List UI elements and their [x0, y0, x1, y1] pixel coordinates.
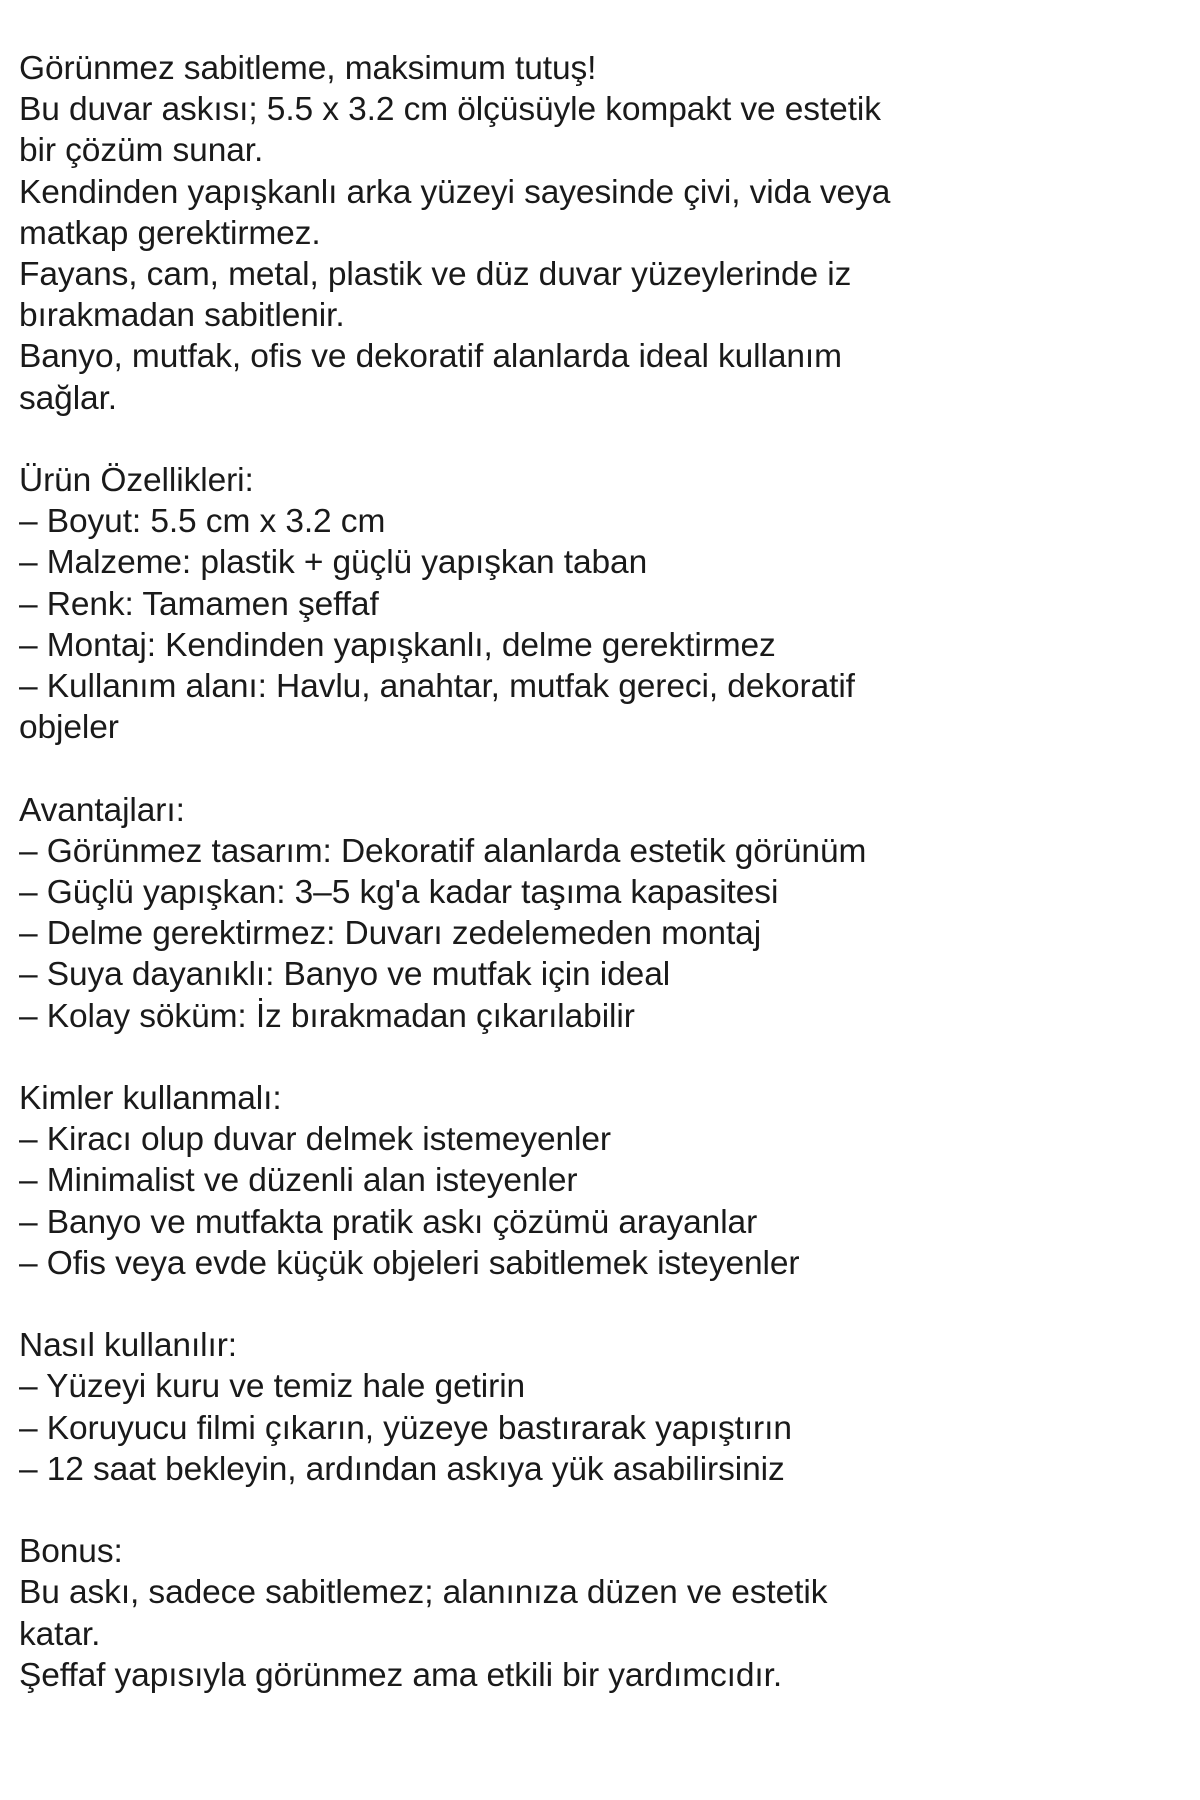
- text-line: Kendinden yapışkanlı arka yüzeyi sayesinde çivi, vida veya: [19, 173, 891, 211]
- list-item: – Koruyucu filmi çıkarın, yüzeye bastırarak yapıştırın: [19, 1409, 792, 1447]
- text-line: katar.: [19, 1615, 101, 1653]
- section-bonus: [19, 1531, 1029, 1696]
- section-heading: Kimler kullanmalı:: [19, 1080, 282, 1118]
- list-item: – Montaj: Kendinden yapışkanlı, delme gerektirmez: [19, 626, 776, 664]
- list-item: – Suya dayanıklı: Banyo ve mutfak için ideal: [19, 956, 671, 994]
- list-item-continuation: objeler: [19, 709, 119, 747]
- paragraph-intro: [19, 48, 1029, 419]
- paragraph-spacer: [19, 419, 1029, 460]
- section-kimler-kullanmali: [19, 1078, 1029, 1284]
- list-item: – Renk: Tamamen şeffaf: [19, 585, 379, 623]
- list-item: – Delme gerektirmez: Duvarı zedelemeden montaj: [19, 915, 762, 953]
- paragraph-spacer: [19, 1284, 1029, 1325]
- list-item: – Kullanım alanı: Havlu, anahtar, mutfak gereci, dekoratif: [19, 668, 855, 706]
- section-nasil-kullanilir: [19, 1325, 1029, 1490]
- text-line: Şeffaf yapısıyla görünmez ama etkili bir yardımcıdır.: [19, 1656, 783, 1694]
- text-line: Bu askı, sadece sabitlemez; alanınıza düzen ve estetik: [19, 1574, 828, 1612]
- list-item: – Banyo ve mutfakta pratik askı çözümü arayanlar: [19, 1203, 758, 1241]
- text-line: Bu duvar askısı; 5.5 x 3.2 cm ölçüsüyle kompakt ve estetik: [19, 91, 881, 129]
- text-line: sağlar.: [19, 379, 118, 417]
- list-item: – Güçlü yapışkan: 3–5 kg'a kadar taşıma kapasitesi: [19, 874, 779, 912]
- paragraph-spacer: [19, 1037, 1029, 1078]
- list-item: – 12 saat bekleyin, ardından askıya yük asabilirsiniz: [19, 1450, 785, 1488]
- list-item: – Ofis veya evde küçük objeleri sabitlemek isteyenler: [19, 1244, 800, 1282]
- list-item: – Minimalist ve düzenli alan isteyenler: [19, 1162, 578, 1200]
- list-item: – Kolay söküm: İz bırakmadan çıkarılabilir: [19, 997, 635, 1035]
- text-line: Fayans, cam, metal, plastik ve düz duvar yüzeylerinde iz: [19, 256, 852, 294]
- section-heading: Bonus:: [19, 1533, 123, 1571]
- text-line: Banyo, mutfak, ofis ve dekoratif alanlarda ideal kullanım: [19, 338, 842, 376]
- product-description-document: [19, 48, 1029, 1696]
- text-line: matkap gerektirmez.: [19, 214, 321, 252]
- section-heading: Avantajları:: [19, 791, 185, 829]
- section-heading: Nasıl kullanılır:: [19, 1327, 237, 1365]
- list-item: – Malzeme: plastik + güçlü yapışkan taban: [19, 544, 648, 582]
- list-item: – Kiracı olup duvar delmek istemeyenler: [19, 1121, 611, 1159]
- paragraph-spacer: [19, 1490, 1029, 1531]
- text-line: bir çözüm sunar.: [19, 132, 264, 170]
- text-line: Görünmez sabitleme, maksimum tutuş!: [19, 50, 597, 87]
- section-heading: Ürün Özellikleri:: [19, 462, 254, 500]
- paragraph-spacer: [19, 748, 1029, 789]
- section-avantajlari: [19, 790, 1029, 1037]
- list-item: – Görünmez tasarım: Dekoratif alanlarda estetik görünüm: [19, 832, 867, 870]
- list-item: – Yüzeyi kuru ve temiz hale getirin: [19, 1368, 526, 1406]
- list-item: – Boyut: 5.5 cm x 3.2 cm: [19, 503, 386, 541]
- section-urun-ozellikleri: [19, 460, 1029, 748]
- text-line: bırakmadan sabitlenir.: [19, 297, 345, 335]
